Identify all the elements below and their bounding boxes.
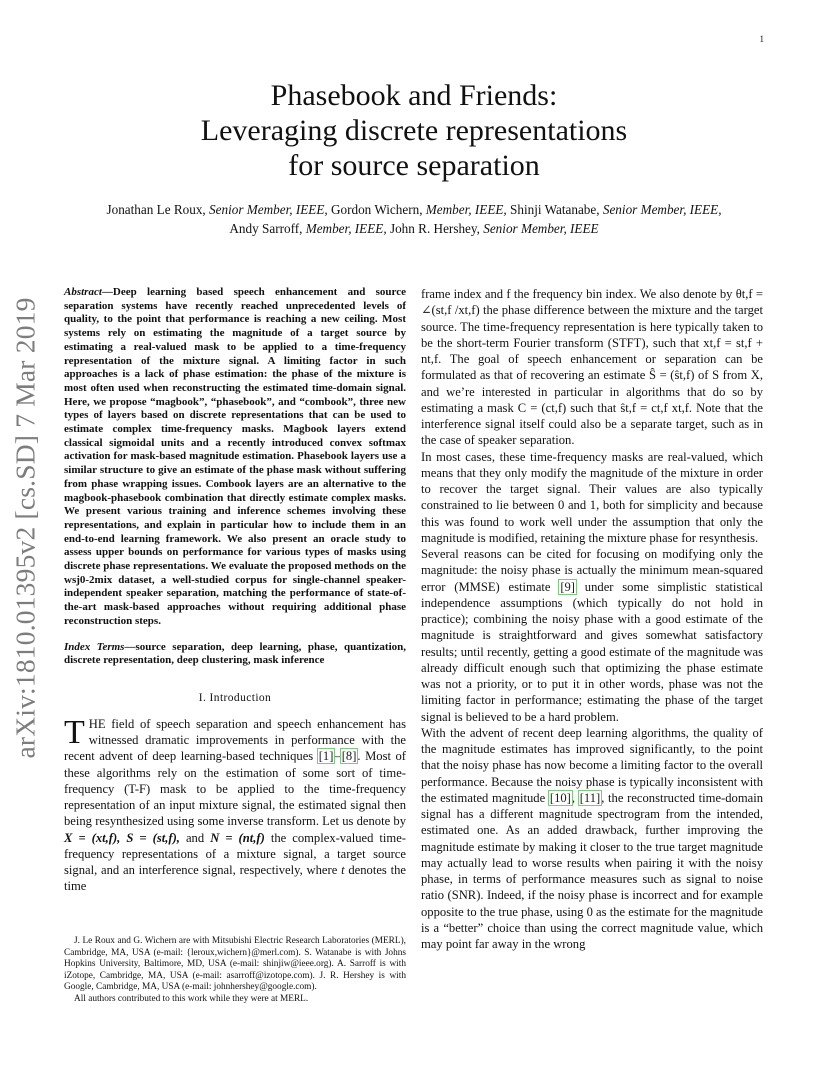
index-terms xyxy=(64,641,406,668)
author-name: Jonathan Le Roux, xyxy=(106,202,210,217)
author-role: Member, IEEE, xyxy=(305,221,387,236)
citation-link[interactable]: [8] xyxy=(341,749,357,764)
citation-link[interactable]: [10] xyxy=(549,790,571,805)
math-expression: X = (xt,f), S = (st,f), xyxy=(64,830,180,845)
abstract-text: —Deep learning based speech enhancement and source separation systems have recently reached unprecedented levels of quality, to the point that performance is reaching a new ceiling. Most systems rely on estimating the magnitude of a target source by estimating a real-valued mask to be applied to a time-frequency representation of the mixture signal. A limiting factor in such approaches is a lack of phase estimation: the phase of the mixture is most often used when reconstructing the estimated time-domain signal. Here, we propose “magbook”, “phasebook”, and “combook”, three new types of layers based on discrete representations that can be used to estimate complex time-frequency masks. Magbook layers extend classical sigmoidal units and a recently introduced convex softmax activation for mask-based magnitude estimation. Phasebook layers use a similar structure to give an estimate of the phase mask without suffering from phase wrapping issues. Combook layers are an alternative to the magbook-phasebook combination that directly estimate complex masks. We present various training and inference schemes involving these representations, and explain in particular how to include them in an end-to-end learning framework. We also present an oracle study to assess upper bounds on performance for various types of masks using discrete phase representations. We evaluate the proposed methods on the wsj0-2mix dataset, a well-studied corpus for single-channel speaker-independent speaker separation, matching the performance of state-of-the-art mask-based approaches without requiring additional phase reconstruction steps. xyxy=(64,286,406,627)
math-expression: t xyxy=(341,862,345,877)
abstract-label: Abstract xyxy=(64,286,102,298)
drop-cap: T xyxy=(64,714,85,752)
index-terms-label: Index Terms xyxy=(64,640,125,653)
abstract xyxy=(64,286,406,629)
intro-text: HE field of speech separation and speech enhancement has witnessed dramatic improvements in performance with the recent advent of deep learning-based techniques xyxy=(64,717,406,764)
intro-text: and xyxy=(179,830,211,845)
citation-link[interactable]: [9] xyxy=(560,579,575,594)
citation-link[interactable]: [1] xyxy=(318,749,334,764)
footnote-block xyxy=(64,936,406,1006)
body-text: Several reasons can be cited for focusing on modifying only the magnitude: the noisy phase is actually the minimum mean-squared error (MMSE) estimate xyxy=(421,547,763,594)
footnote-affiliations: J. Le Roux and G. Wichern are with Mitsubishi Electric Research Laboratories (MERL), Cambridge, MA, USA (e-mail: {leroux,wichern}@merl.com). S. Watanabe is with Johns Hopkins University, Baltimore, MD, USA (e-mail: shinjiw@ieee.org). A. Sarroff is with iZotope, Cambridge, MA, USA (e-mail: asarroff@izotope.com). J. R. Hershey is with Google, Cambridge, MA, USA (e-mail: johnhershey@google.com). xyxy=(64,936,406,993)
author-role: Senior Member, IEEE, xyxy=(209,202,328,217)
author-role: Senior Member, IEEE xyxy=(483,221,599,236)
page-number: 1 xyxy=(759,34,764,44)
author-list xyxy=(60,200,768,238)
author-role: Member, IEEE, xyxy=(425,202,507,217)
author-role: Senior Member, IEEE, xyxy=(602,202,722,217)
body-text: , the reconstructed time-domain signal has a different magnitude spectrogram from the intended, estimated one. As an added drawback, further improving the magnitude estimate by making it closer to the true target magnitude may actually lead to worse results when pairing it with the noisy phase, in terms of performance measures such as signal to noise ratio (SNR). Indeed, if the noisy phase is incorrect and for example opposite to the true phase, using 0 as the estimate for the magnitude is a “better” choice than using the correct magnitude value, which may point far away in the wrong xyxy=(421,790,763,951)
title-block xyxy=(60,78,768,238)
title-line: for source separation xyxy=(288,149,540,182)
body-paragraph: In most cases, these time-frequency masks are real-valued, which means that they only modify the magnitude of the mixture in order to recover the target signal. Their values are also typically constrained to lie between 0 and 1, both for simplicity and because this was found to work well under the assumption that only the magnitude is modified, retaining the mixture phase for resynthesis. xyxy=(421,449,763,545)
footnote-note: All authors contributed to this work while they were at MERL. xyxy=(74,993,309,1004)
arxiv-stamp xyxy=(4,290,48,766)
intro-text: – xyxy=(334,749,341,764)
math-expression: N = (nt,f) xyxy=(210,830,265,845)
body-paragraph: frame index and f the frequency bin index. We also denote by θt,f = ∠(st,f /xt,f) the phase difference between the mixture and the target source. The time-frequency representation is here typically taken to be the short-term Fourier transform (STFT), such that xt,f = st,f + nt,f. The goal of speech enhancement or separation can be formulated as that of recovering an estimate Ŝ = (ŝt,f) of S from X, and we’re interested in particular in algorithms that do so by estimating a mask C = (ct,f) such that ŝt,f = ct,f xt,f. Note that the interference signal itself could also be a separate target, such as in the case of speaker separation. xyxy=(421,287,763,448)
arxiv-stamp-text: arXiv:1810.01395v2 [cs.SD] 7 Mar 2019 xyxy=(10,297,42,759)
right-column xyxy=(421,286,763,952)
body-text: , xyxy=(571,790,579,805)
citation-link[interactable]: [11] xyxy=(579,790,601,805)
left-column xyxy=(64,286,406,894)
intro-text: denotes the time xyxy=(64,862,406,894)
body-text: under some simplistic statistical independence assumptions (which typically do not hold in practice); combining the noisy phase with a good estimate of the magnitude is straightforward and gives somewhat satisfactory results; until recently, getting a good estimate of the magnitude was already difficult enough such that optimizing the phase estimate was not a priority, or to put it in other words, phase was not the limiting factor in performance; estimating the phase of the target signal is believed to be a hard problem. xyxy=(421,579,763,724)
author-name: Gordon Wichern, xyxy=(327,202,426,217)
paper-title xyxy=(60,78,768,183)
body-paragraph xyxy=(421,725,763,953)
author-name: John R. Hershey, xyxy=(386,221,484,236)
title-line: Leveraging discrete representations xyxy=(200,114,628,147)
section-heading: I. Introduction xyxy=(198,691,272,704)
intro-text: the complex-valued time-frequency representations of a mixture signal, a target source signal, and an interference signal, respectively, where xyxy=(64,830,406,877)
intro-paragraph xyxy=(64,716,406,894)
title-line: Phasebook and Friends: xyxy=(270,79,558,112)
body-text: With the advent of recent deep learning algorithms, the quality of the magnitude estimates has improved significantly, to the point that the noisy phase has now become a limiting factor to the overall performance. Because the noisy phase is typically inconsistent with the estimated magnitude xyxy=(421,725,763,805)
author-name: Andy Sarroff, xyxy=(229,221,306,236)
author-name: Shinji Watanabe, xyxy=(506,202,603,217)
index-terms-text: —source separation, deep learning, phase, quantization, discrete representation, deep clustering, mask inference xyxy=(64,640,406,667)
body-paragraph xyxy=(421,546,763,725)
intro-text: . Most of these algorithms rely on the estimation of some sort of time-frequency (T-F) mask to be applied to the time-frequency representation of an input mixture signal, the estimated signal then being resynthesized using some inverse transform. Let us denote by xyxy=(64,749,406,829)
